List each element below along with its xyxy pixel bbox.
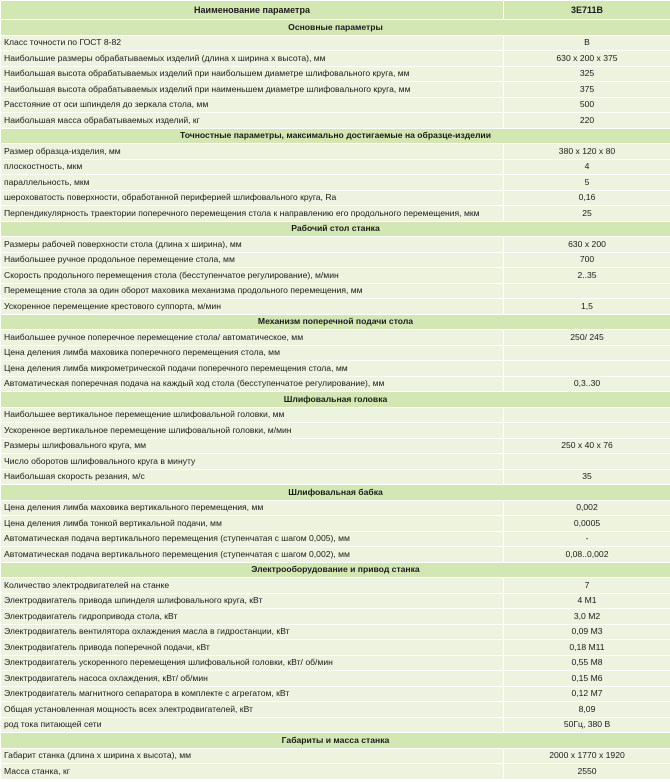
parameter-name: Наибольшая скорость резания, м/с xyxy=(1,469,504,485)
table-row xyxy=(1,655,670,671)
parameter-name: Размер образца-изделия, мм xyxy=(1,144,504,160)
parameter-name: Электродвигатель гидропривода стола, кВт xyxy=(1,609,504,625)
parameter-value: 25 xyxy=(504,206,670,222)
table-row xyxy=(1,438,670,454)
table-header-row xyxy=(1,1,670,20)
parameter-value: 0,16 xyxy=(504,190,670,206)
parameter-name: Электродвигатель привода шпинделя шлифовального круга, кВт xyxy=(1,593,504,609)
table-row xyxy=(1,206,670,222)
header-value-cell: 3Е711В xyxy=(504,1,670,20)
table-row xyxy=(1,407,670,423)
table-row xyxy=(1,66,670,82)
table-row xyxy=(1,190,670,206)
parameter-name: Цена деления лимба микрометрической подачи поперечного перемещения стола, мм xyxy=(1,361,504,377)
parameter-value: 0,08..0,002 xyxy=(504,547,670,563)
table-row xyxy=(1,252,670,268)
parameter-value: 630 х 200 х 375 xyxy=(504,51,670,67)
parameter-name: Наибольшее ручное продольное перемещение стола, мм xyxy=(1,252,504,268)
section-title: Механизм поперечной подачи стола xyxy=(1,314,670,330)
parameter-value: 7 xyxy=(504,578,670,594)
parameter-name: Перпендикулярность траектории поперечного перемещения стола к направлению его продольного перемещения, мкм xyxy=(1,206,504,222)
table-row xyxy=(1,51,670,67)
parameter-name: Электродвигатель привода поперечной подачи, кВт xyxy=(1,640,504,656)
parameter-value: 500 xyxy=(504,97,670,113)
parameter-value: 0,55 М8 xyxy=(504,655,670,671)
parameter-name: Цена деления лимба тонкой вертикальной подачи, мм xyxy=(1,516,504,532)
parameter-name: Наибольшая масса обрабатываемых изделий, кг xyxy=(1,113,504,129)
parameter-name: Габарит станка (длина х ширина х высота), мм xyxy=(1,748,504,764)
parameter-name: Цена деления лимба маховика вертикального перемещения, мм xyxy=(1,500,504,516)
parameter-name: шероховатость поверхности, обработанной периферией шлифовального круга, Ra xyxy=(1,190,504,206)
parameter-value: 325 xyxy=(504,66,670,82)
table-row xyxy=(1,159,670,175)
section-title: Шлифовальная бабка xyxy=(1,485,670,501)
parameter-name: род тока питающей сети xyxy=(1,717,504,733)
parameter-name: параллельность, мкм xyxy=(1,175,504,191)
table-row xyxy=(1,640,670,656)
parameter-value: 4 xyxy=(504,159,670,175)
table-row xyxy=(1,376,670,392)
table-row xyxy=(1,82,670,98)
parameter-value: 2..35 xyxy=(504,268,670,284)
table-row xyxy=(1,454,670,470)
table-row xyxy=(1,35,670,51)
table-row xyxy=(1,97,670,113)
parameter-name: Цена деления лимба маховика поперечного перемещения стола, мм xyxy=(1,345,504,361)
parameter-value xyxy=(504,407,670,423)
parameter-name: Ускоренное вертикальное перемещение шлифовальной головки, м/мин xyxy=(1,423,504,439)
parameter-name: плоскостность, мкм xyxy=(1,159,504,175)
parameter-name: Число оборотов шлифовального круга в минуту xyxy=(1,454,504,470)
section-title: Точностные параметры, максимально достигаемые на образце-изделии xyxy=(1,128,670,144)
parameter-name: Размеры шлифовального круга, мм xyxy=(1,438,504,454)
table-row xyxy=(1,671,670,687)
table-row xyxy=(1,330,670,346)
parameter-value: 630 х 200 xyxy=(504,237,670,253)
section-title: Рабочий стол станка xyxy=(1,221,670,237)
parameter-value xyxy=(504,454,670,470)
parameter-value: 0,09 М3 xyxy=(504,624,670,640)
table-row xyxy=(1,237,670,253)
table-row xyxy=(1,717,670,733)
parameter-value: 700 xyxy=(504,252,670,268)
parameter-name: Масса станка, кг xyxy=(1,764,504,780)
parameter-name: Электродвигатель ускоренного перемещения шлифовальной головки, кВт/ об/мин xyxy=(1,655,504,671)
parameter-name: Наибольшее ручное поперечное перемещение стола/ автоматическое, мм xyxy=(1,330,504,346)
table-row xyxy=(1,423,670,439)
table-row xyxy=(1,578,670,594)
table-row xyxy=(1,345,670,361)
table-row xyxy=(1,531,670,547)
parameter-name: Перемещение стола за один оборот маховика механизма продольного перемещения, мм xyxy=(1,283,504,299)
parameter-name: Размеры рабочей поверхности стола (длина х ширина), мм xyxy=(1,237,504,253)
section-header-row xyxy=(1,314,670,330)
table-row xyxy=(1,516,670,532)
section-header-row xyxy=(1,221,670,237)
parameter-value: 35 xyxy=(504,469,670,485)
parameter-name: Количество электродвигателей на станке xyxy=(1,578,504,594)
table-row xyxy=(1,268,670,284)
parameter-value: 2000 х 1770 х 1920 xyxy=(504,748,670,764)
parameter-value: 1,5 xyxy=(504,299,670,315)
parameter-value: 0,12 М7 xyxy=(504,686,670,702)
parameter-name: Общая установленная мощность всех электродвигателей, кВт xyxy=(1,702,504,718)
parameter-name: Наибольшая высота обрабатываемых изделий при наименьшем диаметре шлифовального круга, мм xyxy=(1,82,504,98)
parameter-value: 220 xyxy=(504,113,670,129)
table-row xyxy=(1,624,670,640)
spec-table-body xyxy=(1,1,670,780)
parameter-name: Электродвигатель вентилятора охлаждения масла в гидростанции, кВт xyxy=(1,624,504,640)
section-title: Шлифовальная головка xyxy=(1,392,670,408)
parameter-value: - xyxy=(504,531,670,547)
table-row xyxy=(1,175,670,191)
parameter-value: 0,0005 xyxy=(504,516,670,532)
section-title: Основные параметры xyxy=(1,20,670,36)
parameter-name: Скорость продольного перемещения стола (бесступенчатое регулирование), м/мин xyxy=(1,268,504,284)
section-title: Габариты и масса станка xyxy=(1,733,670,749)
parameter-value: 0,18 М11 xyxy=(504,640,670,656)
table-row xyxy=(1,593,670,609)
table-row xyxy=(1,361,670,377)
section-header-row xyxy=(1,562,670,578)
parameter-value: 8,09 xyxy=(504,702,670,718)
parameter-value: 0,002 xyxy=(504,500,670,516)
parameter-name: Расстояние от оси шпинделя до зеркала стола, мм xyxy=(1,97,504,113)
section-header-row xyxy=(1,20,670,36)
parameter-name: Автоматическая подача вертикального перемещения (ступенчатая с шагом 0,005), мм xyxy=(1,531,504,547)
table-row xyxy=(1,299,670,315)
parameter-value: 50Гц, 380 В xyxy=(504,717,670,733)
parameter-value: 375 xyxy=(504,82,670,98)
parameter-value xyxy=(504,283,670,299)
parameter-name: Электродвигатель магнитного сепаратора в комплекте с агрегатом, кВт xyxy=(1,686,504,702)
table-row xyxy=(1,686,670,702)
parameter-name: Наибольшие размеры обрабатываемых изделий (длина х ширина х высота), мм xyxy=(1,51,504,67)
parameter-value: 2550 xyxy=(504,764,670,780)
parameter-name: Наибольшее вертикальное перемещение шлифовальной головки, мм xyxy=(1,407,504,423)
table-row xyxy=(1,547,670,563)
table-row xyxy=(1,764,670,780)
parameter-value: 380 х 120 х 80 xyxy=(504,144,670,160)
table-row xyxy=(1,469,670,485)
parameter-name: Автоматическая поперечная подача на каждый ход стола (бесступенчатое регулирование), мм xyxy=(1,376,504,392)
parameter-value: 0,3..30 xyxy=(504,376,670,392)
parameter-value xyxy=(504,345,670,361)
parameter-value: 0,15 М6 xyxy=(504,671,670,687)
section-header-row xyxy=(1,485,670,501)
parameter-value xyxy=(504,423,670,439)
table-row xyxy=(1,500,670,516)
table-row xyxy=(1,702,670,718)
table-row xyxy=(1,283,670,299)
parameter-value xyxy=(504,361,670,377)
table-row xyxy=(1,748,670,764)
parameter-value: 3,0 М2 xyxy=(504,609,670,625)
header-name-cell: Наименование параметра xyxy=(1,1,504,20)
parameter-value: 4 М1 xyxy=(504,593,670,609)
parameter-value: 250 х 40 х 76 xyxy=(504,438,670,454)
section-header-row xyxy=(1,128,670,144)
parameter-name: Автоматическая подача вертикального перемещения (ступенчатая с шагом 0,002), мм xyxy=(1,547,504,563)
section-header-row xyxy=(1,392,670,408)
parameter-value: 250/ 245 xyxy=(504,330,670,346)
parameter-name: Ускоренное перемещение крестового суппорта, м/мин xyxy=(1,299,504,315)
parameter-name: Класс точности по ГОСТ 8-82 xyxy=(1,35,504,51)
table-row xyxy=(1,113,670,129)
table-row xyxy=(1,609,670,625)
parameter-value: 5 xyxy=(504,175,670,191)
parameter-value: В xyxy=(504,35,670,51)
parameter-name: Электродвигатель насоса охлаждения, кВт/ об/мин xyxy=(1,671,504,687)
parameter-name: Наибольшая высота обрабатываемых изделий при наибольшем диаметре шлифовального круга, мм xyxy=(1,66,504,82)
section-header-row xyxy=(1,733,670,749)
table-row xyxy=(1,144,670,160)
section-title: Электрооборудование и привод станка xyxy=(1,562,670,578)
